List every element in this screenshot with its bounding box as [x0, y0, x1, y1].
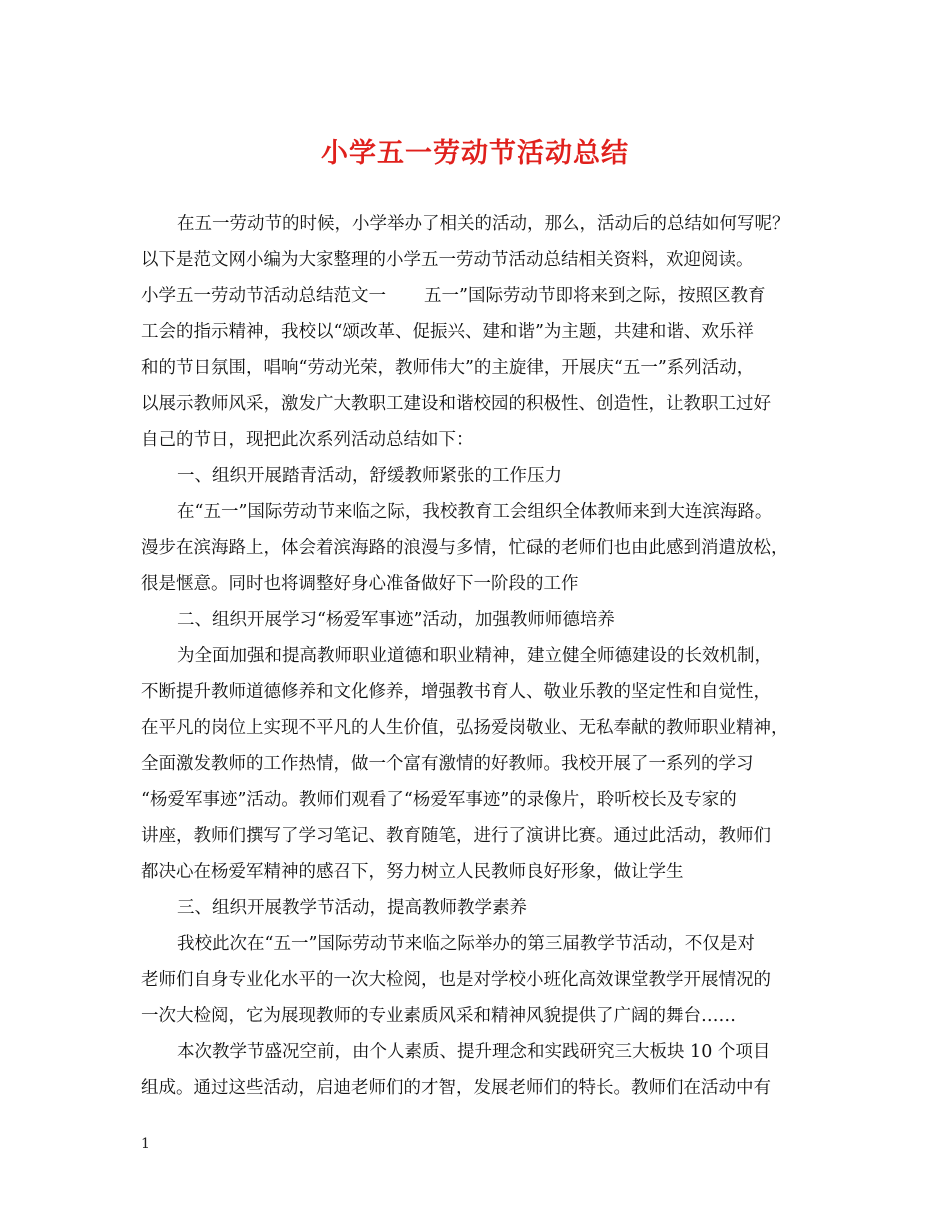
paragraph-line: 在平凡的岗位上实现不平凡的人生价值，弘扬爱岗敬业、无私奉献的教师职业精神，	[141, 718, 789, 738]
section-heading: 小学五一劳动节活动总结范文一	[141, 286, 386, 306]
paragraph-line: 以下是范文网小编为大家整理的小学五一劳动节活动总结相关资料，欢迎阅读。	[141, 250, 754, 270]
paragraph-line: 都决心在杨爱军精神的感召下，努力树立人民教师良好形象，做让学生	[141, 862, 684, 882]
paragraph-line: 我校此次在“五一”国际劳动节来临之际举办的第三届教学节活动，不仅是对	[177, 934, 755, 954]
paragraph-line: 不断提升教师道德修养和文化修养，增强教书育人、敬业乐教的坚定性和自觉性，	[141, 682, 771, 702]
paragraph-line: 自己的节日，现把此次系列活动总结如下：	[141, 430, 474, 450]
section-heading: 一、组织开展踏青活动，舒缓教师紧张的工作压力	[177, 466, 562, 486]
paragraph-line: 在“五一”国际劳动节来临之际，我校教育工会组织全体教师来到大连滨海路。	[177, 502, 773, 522]
paragraph-line: 很是惬意。同时也将调整好身心准备做好下一阶段的工作	[141, 574, 579, 594]
paragraph-line: 漫步在滨海路上，体会着滨海路的浪漫与多情，忙碌的老师们也由此感到消遣放松，	[141, 538, 789, 558]
section-heading: 二、组织开展学习“杨爱军事迹”活动，加强教师师德培养	[177, 610, 615, 630]
section-heading: 三、组织开展教学节活动，提高教师教学素养	[177, 898, 527, 918]
paragraph-line: 一次大检阅，它为展现教师的专业素质风采和精神风貌提供了广阔的舞台……	[141, 1006, 736, 1026]
paragraph-line: 老师们自身专业化水平的一次大检阅，也是对学校小班化高效课堂教学开展情况的	[141, 970, 771, 990]
paragraph-line: 全面激发教师的工作热情，做一个富有激情的好教师。我校开展了一系列的学习	[141, 754, 754, 774]
paragraph-line: 为全面加强和提高教师职业道德和职业精神，建立健全师德建设的长效机制，	[177, 646, 772, 666]
document-body	[141, 206, 821, 1106]
paragraph-line: 和的节日氛围，唱响“劳动光荣，教师伟大”的主旋律，开展庆“五一”系列活动，	[141, 358, 755, 378]
paragraph-line	[141, 278, 821, 314]
paragraph-line: 在五一劳动节的时候，小学举办了相关的活动，那么，活动后的总结如何写呢？	[177, 214, 790, 234]
paragraph-line: 讲座，教师们撰写了学习笔记、教育随笔，进行了演讲比赛。通过此活动，教师们	[141, 826, 771, 846]
document-title: 小学五一劳动节活动总结	[321, 138, 629, 169]
page-number: 1	[141, 1136, 150, 1152]
paragraph-text: 五一”国际劳动节即将来到之际，按照区教育	[424, 286, 766, 306]
paragraph-line: 工会的指示精神，我校以“颂改革、促振兴、建和谐”为主题，共建和谐、欢乐祥	[141, 322, 754, 342]
paragraph-line: 组成。通过这些活动，启迪老师们的才智，发展老师们的特长。教师们在活动中有	[141, 1078, 771, 1098]
paragraph-line: 本次教学节盛况空前，由个人素质、提升理念和实践研究三大板块 10 个项目	[177, 1042, 771, 1062]
paragraph-line: “杨爱军事迹”活动。教师们观看了“杨爱军事迹”的录像片，聆听校长及专家的	[141, 790, 737, 810]
paragraph-line: 以展示教师风采，激发广大教职工建设和谐校园的积极性、创造性，让教职工过好	[141, 394, 771, 414]
